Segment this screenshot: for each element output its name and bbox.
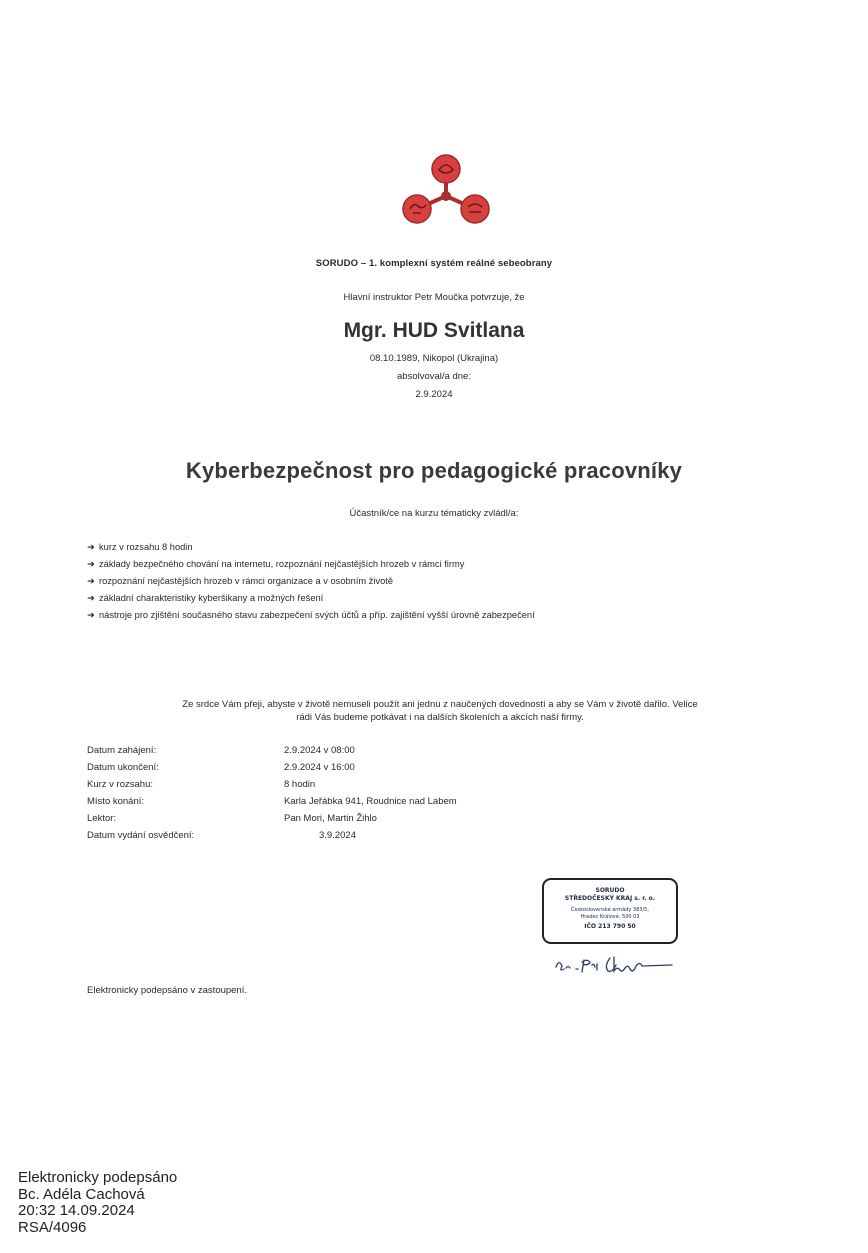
- course-title: Kyberbezpečnost pro pedagogické pracovníky: [185, 458, 683, 483]
- detail-value: 3.9.2024: [319, 830, 356, 841]
- completed-label: absolvoval/a dne:: [397, 371, 471, 382]
- stamp-line: SORUDO: [595, 887, 625, 894]
- right-arrow-icon: ➜: [87, 593, 95, 603]
- stamp-line: Hradec Králové, 500 03: [580, 914, 640, 920]
- stamp-line: IČO 213 790 50: [584, 923, 636, 930]
- detail-value: 2.9.2024 v 16:00: [284, 762, 355, 773]
- detail-label: Místo konání:: [87, 796, 145, 807]
- topic-item: ➜ nástroje pro zjištění současného stavu zabezpečení svých účtů a příp. zajištění vyšší úrovně zabezpečení: [87, 610, 535, 620]
- topic-list: [87, 541, 535, 626]
- stamp-line: STŘEDOČESKÝ KRAJ s. r. o.: [564, 895, 656, 902]
- company-stamp: [542, 878, 678, 944]
- topic-item: ➜ kurz v rozsahu 8 hodin: [87, 542, 193, 552]
- stamp-line: Československé armády 383/5,: [571, 907, 649, 913]
- topic-item: ➜ základy bezpečného chování na internetu, rozpoznání nejčastějších hrozeb v rámci firmy: [87, 559, 465, 569]
- topic-item: ➜ základní charakteristiky kyberšikany a možných řešení: [87, 593, 324, 603]
- signed-on-behalf-note: Elektronicky podepsáno v zastoupení.: [87, 985, 248, 996]
- topic-item: ➜ rozpoznání nejčastějších hrozeb v rámci organizace a v osobním životě: [87, 576, 394, 586]
- detail-value: Karla Jeřábka 941, Roudnice nad Labem: [284, 796, 457, 807]
- esign-algorithm: RSA/4096: [18, 1218, 87, 1236]
- electronic-signature-block: [18, 1170, 177, 1236]
- esign-signer: Bc. Adéla Cachová: [18, 1185, 145, 1203]
- detail-label: Datum ukončení:: [87, 762, 159, 773]
- handwritten-signature: [550, 950, 680, 980]
- sorudo-logo-icon: [399, 152, 493, 228]
- closing-wish-line-1: Ze srdce Vám přeji, abyste v životě nemuseli použít ani jednu z naučených dovedností a aby se Vám v životě dařilo. Velice: [182, 699, 698, 710]
- detail-value: Pan Mori, Martin Žihlo: [284, 813, 377, 824]
- right-arrow-icon: ➜: [87, 610, 95, 620]
- right-arrow-icon: ➜: [87, 576, 95, 586]
- detail-label: Datum vydání osvědčení:: [87, 830, 195, 841]
- completed-date: 2.9.2024: [415, 389, 453, 400]
- detail-value: 8 hodin: [284, 779, 316, 790]
- esign-timestamp: 20:32 14.09.2024: [18, 1202, 135, 1219]
- esign-line: Elektronicky podepsáno: [18, 1169, 178, 1186]
- right-arrow-icon: ➜: [87, 542, 95, 552]
- detail-label: Datum zahájení:: [87, 745, 157, 756]
- closing-wish-line-2: rádi Vás budeme potkávat i na dalších školeních a akcích naší firmy.: [296, 712, 584, 723]
- detail-label: Lektor:: [87, 813, 117, 824]
- detail-value: 2.9.2024 v 08:00: [284, 745, 355, 756]
- instructor-confirmation-line: Hlavní instruktor Petr Moučka potvrzuje, že: [343, 292, 525, 303]
- right-arrow-icon: ➜: [87, 559, 95, 569]
- recipient-name: Mgr. HUD Svitlana: [343, 319, 525, 342]
- birth-info: 08.10.1989, Nikopol (Ukrajina): [369, 353, 499, 364]
- organization-line: SORUDO – 1. komplexní systém reálné sebeobrany: [315, 258, 553, 269]
- mastered-topics-heading: Účastník/ce na kurzu tématicky zvládl/a:: [349, 508, 519, 519]
- closing-wish: [120, 698, 760, 724]
- detail-label: Kurz v rozsahu:: [87, 779, 153, 790]
